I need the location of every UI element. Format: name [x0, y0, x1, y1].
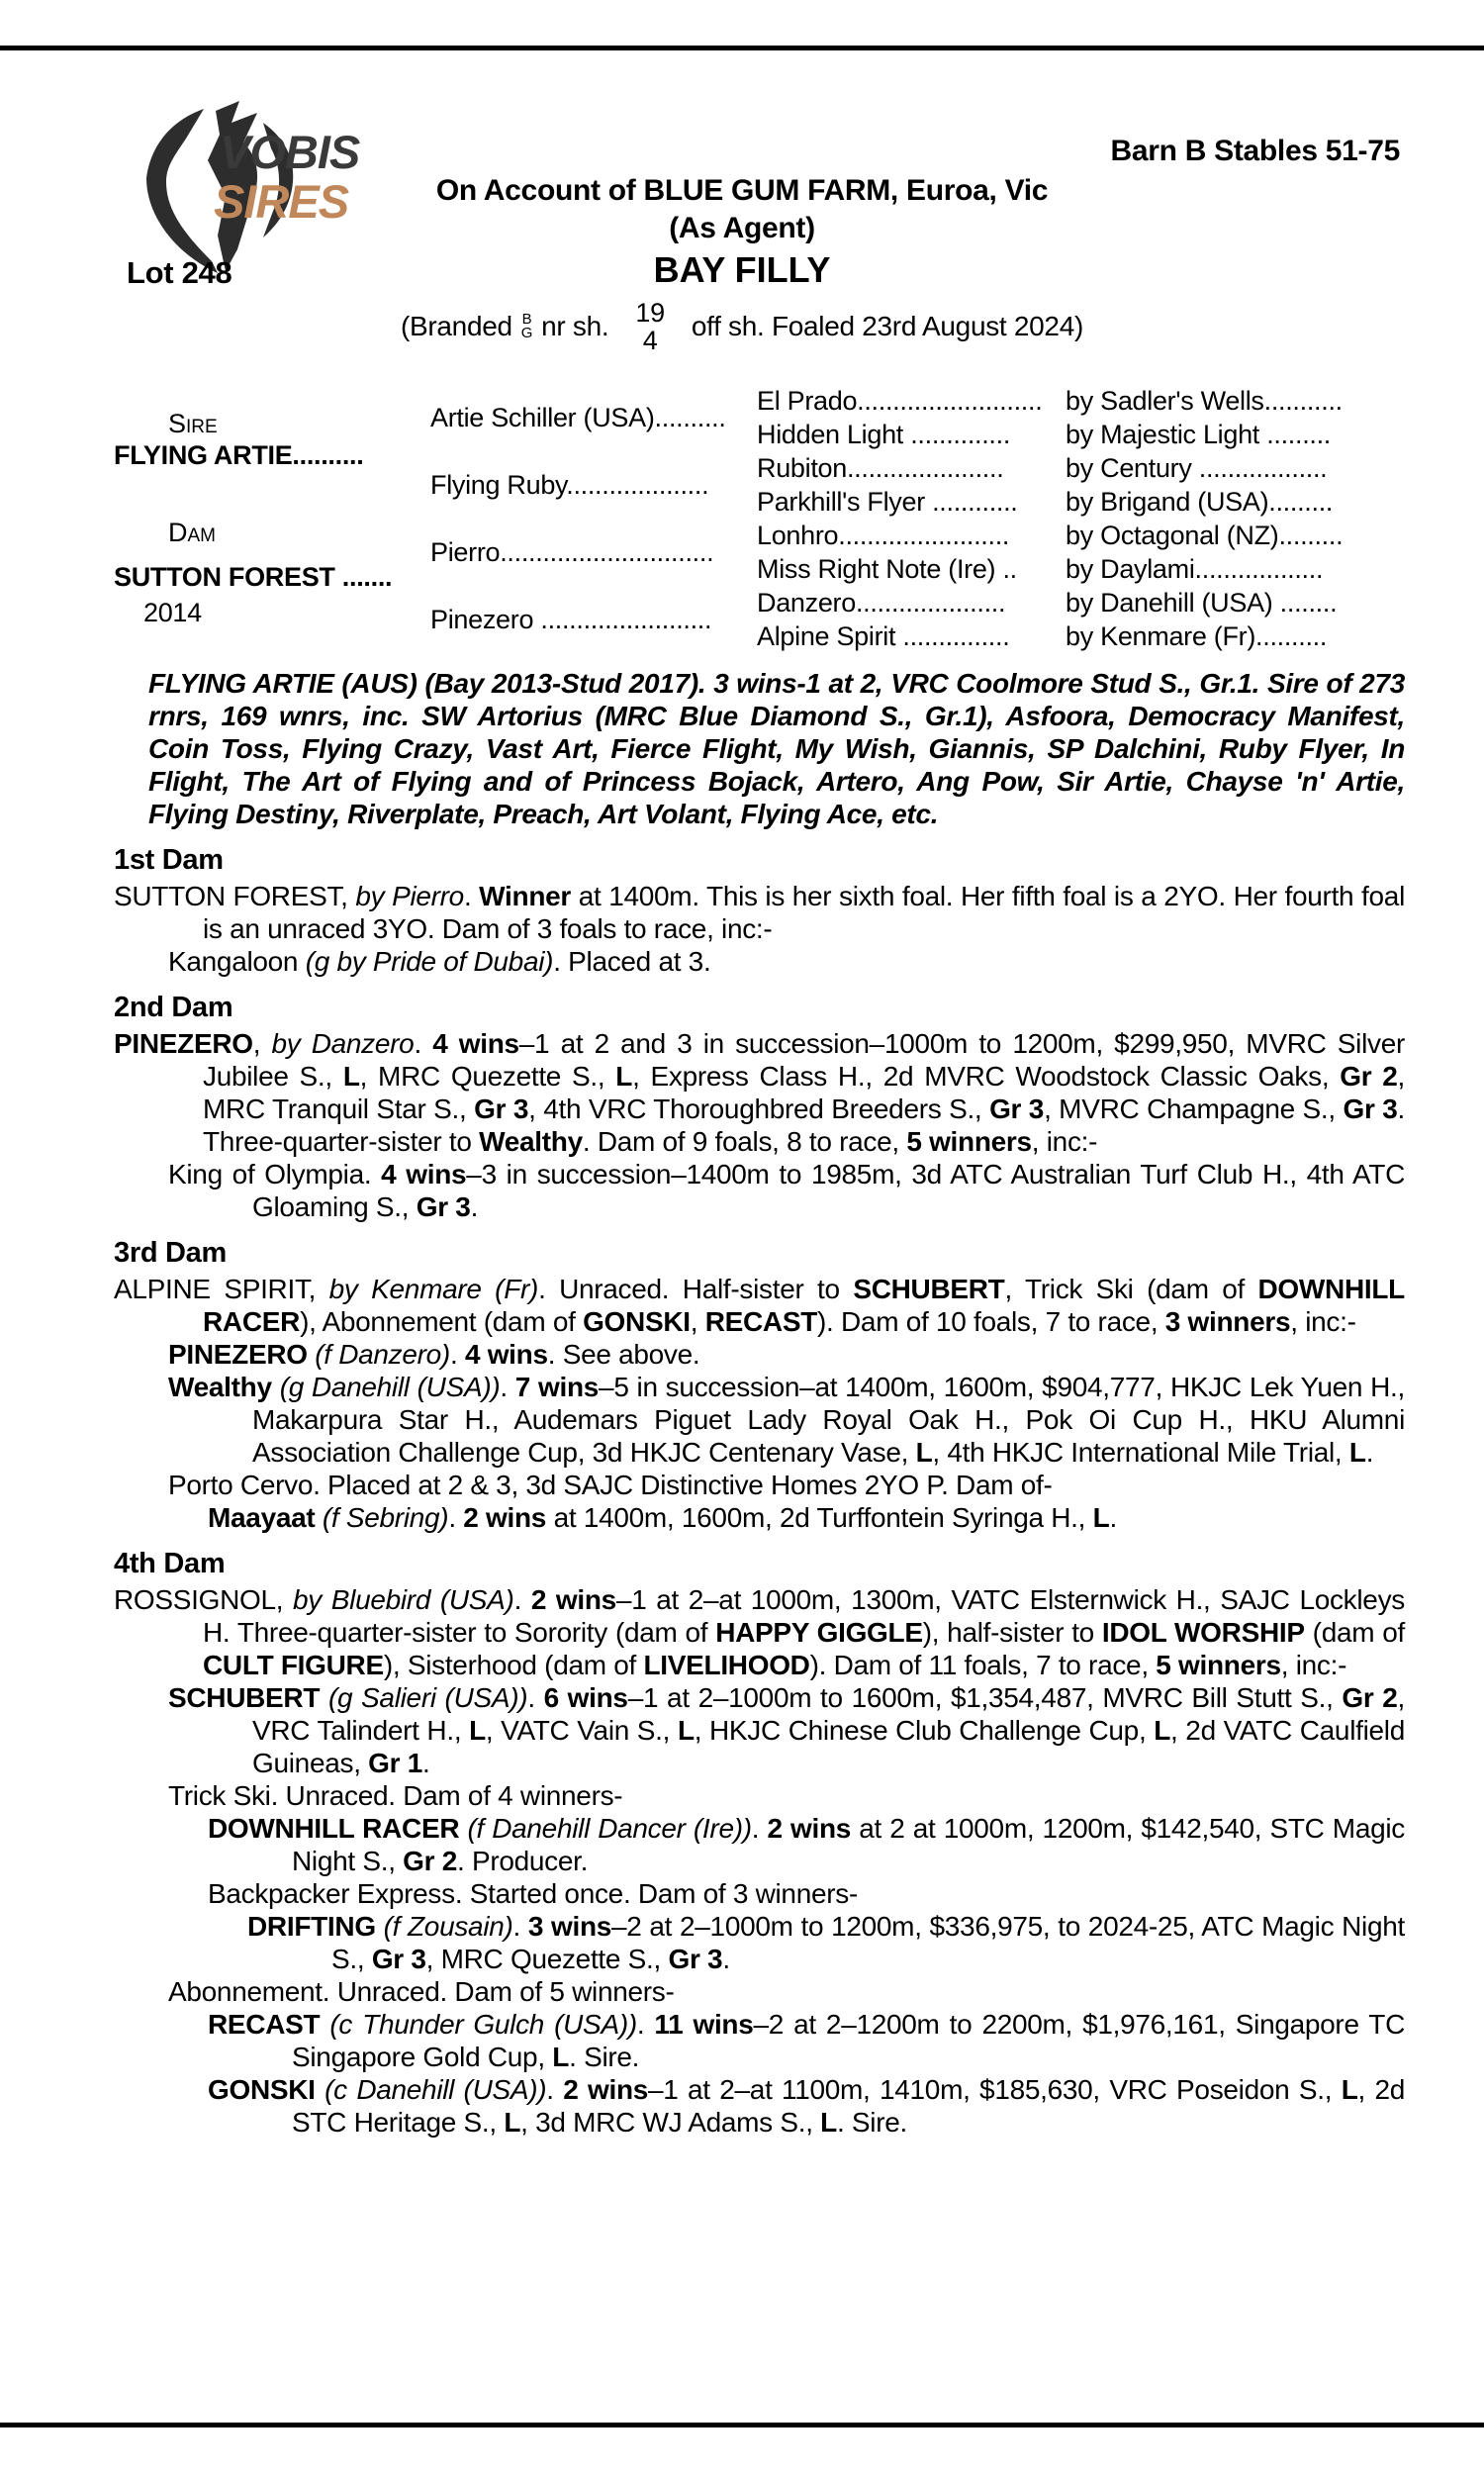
text-run: .	[512, 1911, 528, 1942]
grandparent-name: Rubiton......................	[757, 452, 1004, 483]
text-run: . Dam of 9 foals, 8 to race,	[582, 1126, 907, 1157]
text-run: , Express Class H., 2d MVRC Woodstock Classic Oaks,	[632, 1061, 1341, 1092]
grandparent-by: by Century ..................	[1066, 452, 1328, 483]
text-run: .	[636, 2009, 655, 2040]
text-run: by Danzero	[271, 1028, 415, 1059]
text-run: .	[546, 2074, 564, 2105]
text-run: DRIFTING	[247, 1911, 376, 1942]
text-run: ,	[690, 1306, 705, 1337]
text-run: SCHUBERT	[168, 1682, 321, 1713]
text-run: Kangaloon	[168, 946, 306, 977]
text-run: .	[1109, 1502, 1117, 1533]
dam-section-heading: 1st Dam	[114, 844, 224, 876]
text-run: L	[552, 2042, 570, 2072]
grandparent-by: by Octagonal (NZ).........	[1066, 520, 1344, 550]
text-run: Gr 3	[371, 1944, 426, 1974]
text-run: –2 at 2–1200m to 2200m, $1,976,161, Singapore TC Singapore Gold Cup,	[292, 2009, 1405, 2072]
text-run: .	[448, 1502, 464, 1533]
brand-foaling-line	[0, 299, 1484, 355]
text-run: –1 at 2–at 1100m, 1410m, $185,630, VRC Poseidon S.,	[648, 2074, 1342, 2105]
text-run: at 1400m. This is her sixth foal. Her fifth foal is a 2YO. Her fourth foal is an unraced 3YO. Dam of 3 foals to race, inc:-	[203, 881, 1405, 944]
text-run: Wealthy	[479, 1126, 583, 1157]
dam-year: 2014	[143, 598, 202, 627]
text-run: Gr 2	[403, 1846, 457, 1876]
pedigree-dam-of-dam: Pinezero ........................	[430, 604, 712, 634]
grandparent-by: by Majestic Light .........	[1066, 419, 1332, 449]
text-run: , inc:-	[1031, 1126, 1098, 1157]
text-run: (g by Pride of Dubai)	[305, 946, 554, 977]
pedigree-paragraph	[114, 945, 1405, 978]
grandparent-by: by Kenmare (Fr)..........	[1066, 620, 1328, 651]
text-run: ), Sisterhood (dam of	[383, 1650, 644, 1680]
text-run: –1 at 2 and 3 in succession–1000m to 1200m, $299,950, MVRC Silver Jubilee S.,	[203, 1028, 1406, 1092]
grandparent-by: by Daylami..................	[1066, 553, 1324, 584]
text-run: 4 wins	[432, 1028, 519, 1059]
text-run: by Bluebird (USA)	[293, 1584, 514, 1615]
dam-section-heading: 3rd Dam	[114, 1237, 227, 1269]
foaled-date: off sh. Foaled 23rd August 2024)	[691, 311, 1083, 342]
text-run: ). Dam of 10 foals, 7 to race,	[817, 1306, 1165, 1337]
pedigree-subject-column	[114, 384, 430, 653]
grandparent-name: Miss Right Note (Ire) ..	[757, 553, 1017, 584]
brand-number-bottom: 4	[642, 326, 658, 356]
pedigree-paragraph	[114, 1681, 1405, 1779]
text-run: ROSSIGNOL,	[114, 1584, 294, 1615]
text-run: L	[820, 2107, 837, 2138]
text-run: . Sire.	[836, 2107, 907, 2138]
grandparent-by: by Brigand (USA).........	[1066, 486, 1334, 517]
text-run: ), half-sister to	[922, 1617, 1102, 1648]
text-run: (f Sebring)	[322, 1502, 449, 1533]
text-run: . Placed at 3.	[553, 946, 711, 977]
text-run: SUTTON FOREST,	[114, 881, 356, 911]
pedigree-paragraph	[114, 1779, 1405, 1812]
pedigree-paragraph	[114, 1583, 1405, 1681]
text-run: . Three-quarter-sister to	[203, 1094, 1406, 1157]
text-run: ), Abonnement (dam of	[300, 1306, 584, 1337]
text-run: , MRC Quezette S.,	[425, 1944, 669, 1974]
dam-section-heading: 2nd Dam	[114, 992, 233, 1023]
text-run: 5 winners	[1156, 1650, 1281, 1680]
text-run: Gr 2	[1342, 1682, 1398, 1713]
text-run: (f Danehill Dancer (Ire))	[467, 1813, 752, 1844]
text-run: , VRC Talindert H.,	[252, 1682, 1405, 1746]
text-run: ,	[252, 1028, 272, 1059]
text-run: 5 winners	[906, 1126, 1032, 1157]
dam-section	[114, 1544, 1405, 2139]
dam-section	[114, 840, 1405, 978]
text-run: GONSKI	[583, 1306, 691, 1337]
text-run: GONSKI	[208, 2074, 316, 2105]
text-run: Gr 2	[1340, 1061, 1398, 1092]
text-run: by Pierro	[355, 881, 464, 911]
pedigree-dam-of-sire: Flying Ruby....................	[430, 469, 709, 500]
text-run	[320, 1682, 328, 1713]
text-run: 2 wins	[767, 1813, 852, 1844]
text-run: ). Dam of 11 foals, 7 to race,	[809, 1650, 1157, 1680]
text-run: .	[513, 1584, 531, 1615]
text-run: RECAST	[704, 1306, 818, 1337]
text-run: (c Thunder Gulch (USA))	[329, 2009, 637, 2040]
text-run: .	[722, 1944, 730, 1974]
grandparent-name: Danzero.....................	[757, 587, 1006, 618]
text-run: ALPINE SPIRIT,	[114, 1274, 329, 1304]
text-run: , MRC Quezette S.,	[359, 1061, 616, 1092]
pedigree-paragraph	[114, 1027, 1405, 1158]
dam-section	[114, 1233, 1405, 1534]
text-run: L	[342, 1061, 360, 1092]
text-run: , MVRC Champagne S.,	[1044, 1094, 1344, 1124]
grandparent-name: Lonhro........................	[757, 520, 1010, 550]
grandparent-name: El Prado..........................	[757, 385, 1043, 416]
dam-label: Dam	[168, 518, 216, 547]
text-run: L	[615, 1061, 633, 1092]
brand-mark	[521, 313, 532, 341]
text-run: , 3d MRC WJ Adams S.,	[520, 2107, 821, 2138]
text-run: . See above.	[547, 1339, 700, 1370]
dam-section-heading: 4th Dam	[114, 1548, 226, 1579]
text-run: King of Olympia.	[168, 1159, 382, 1189]
text-run	[320, 2009, 329, 2040]
text-run: .	[527, 1682, 544, 1713]
text-run: Wealthy	[168, 1372, 272, 1402]
pedigree-paragraph	[114, 1501, 1405, 1534]
text-run: 6 wins	[543, 1682, 628, 1713]
text-run: L	[915, 1437, 933, 1468]
text-run: PINEZERO	[168, 1339, 308, 1370]
brand-number	[635, 299, 664, 355]
text-run: , Trick Ski (dam of	[1004, 1274, 1258, 1304]
text-run: .	[414, 1028, 433, 1059]
horse-title: BAY FILLY	[653, 249, 831, 290]
text-run: Gr 3	[474, 1094, 529, 1124]
text-run: CULT FIGURE	[203, 1650, 384, 1680]
text-run: Gr 3	[1343, 1094, 1398, 1124]
grandparent-name: Alpine Spirit ...............	[757, 620, 1010, 651]
text-run	[272, 1372, 280, 1402]
pedigree-paragraph	[114, 1469, 1405, 1501]
bottom-divider	[0, 2423, 1484, 2427]
pedigree-paragraph	[114, 2073, 1405, 2139]
text-run: 7 wins	[514, 1372, 600, 1402]
text-run: Gr 3	[416, 1191, 471, 1222]
text-run: (g Danehill (USA))	[279, 1372, 501, 1402]
text-run: , HKJC Chinese Club Challenge Cup,	[694, 1715, 1155, 1746]
text-run	[315, 1502, 322, 1533]
text-run: –5 in succession–at 1400m, 1600m, $904,777, HKJC Lek Yuen H., Makarpura Star H., Audemars Piguet Lady Royal Oak H., Pok Oi Cup H., HKU Alumni Association Challenge Cup, 3d HKJC Centenary Vase,	[252, 1372, 1405, 1468]
text-run: Trick Ski. Unraced. Dam of 4 winners-	[168, 1780, 623, 1811]
pedigree-paragraph	[114, 1812, 1405, 1877]
pedigree-paragraph	[114, 880, 1405, 945]
text-run: Gr 1	[368, 1748, 422, 1778]
agent-line: (As Agent)	[669, 212, 815, 244]
sire-summary-paragraph	[114, 667, 1405, 830]
text-run: Maayaat	[208, 1502, 316, 1533]
text-run: L	[469, 1715, 486, 1746]
text-run: , inc:-	[1280, 1650, 1347, 1680]
dam-section	[114, 988, 1405, 1223]
pedigree-sire-of-dam: Pierro..............................	[430, 536, 714, 567]
pedigree-paragraph	[114, 1371, 1405, 1469]
text-run: 2 wins	[530, 1584, 616, 1615]
text-run: L	[677, 1715, 695, 1746]
text-run: Gr 3	[989, 1094, 1045, 1124]
text-run: 2 wins	[563, 2074, 649, 2105]
pedigree-paragraph	[114, 1877, 1405, 1910]
grandparent-name: Parkhill's Flyer ............	[757, 486, 1018, 517]
text-run: L	[1348, 1437, 1366, 1468]
text-run: LIVELIHOOD	[643, 1650, 810, 1680]
dam-sections	[114, 840, 1405, 2139]
text-run: .	[470, 1191, 479, 1222]
text-run: . Producer.	[457, 1846, 589, 1876]
text-run: 3 wins	[527, 1911, 612, 1942]
text-run: –1 at 2–1000m to 1600m, $1,354,487, MVRC Bill Stutt S.,	[627, 1682, 1343, 1713]
text-run: (g Salieri (USA))	[327, 1682, 528, 1713]
text-run: .	[463, 881, 480, 911]
grandparent-by: by Danehill (USA) ........	[1066, 587, 1338, 618]
grandparent-name: Hidden Light ..............	[757, 419, 1011, 449]
text-run: RECAST	[208, 2009, 321, 2040]
consignor-line: On Account of BLUE GUM FARM, Euroa, Vic	[435, 174, 1049, 207]
text-run: 4 wins	[464, 1339, 548, 1370]
barn-stables-label: Barn B Stables 51-75	[1110, 135, 1400, 167]
text-run: at 1400m, 1600m, 2d Turffontein Syringa H.,	[546, 1502, 1093, 1533]
pedigree-paragraph	[114, 1338, 1405, 1371]
text-run: –3 in succession–1400m to 1985m, 3d ATC Australian Turf Club H., 4th ATC Gloaming S.,	[252, 1159, 1405, 1222]
text-run: Winner	[479, 881, 572, 911]
text-run: by Kenmare (Fr)	[328, 1274, 539, 1304]
text-run: at 2 at 1000m, 1200m, $142,540, STC Magic Night S.,	[292, 1813, 1405, 1876]
logo-word-vobis: VOBIS	[220, 126, 360, 178]
text-run: (f Zousain)	[383, 1911, 513, 1942]
text-run: L	[1092, 1502, 1110, 1533]
text-run	[316, 2074, 325, 2105]
sire-label: Sire	[168, 409, 218, 438]
text-run: .	[500, 1372, 515, 1402]
text-run: 11 wins	[654, 2009, 754, 2040]
pedigree-paragraph	[114, 1158, 1405, 1223]
pedigree-paragraph	[114, 1273, 1405, 1338]
text-run: , 4th VRC Thoroughbred Breeders S.,	[528, 1094, 990, 1124]
lot-number: Lot 248	[127, 255, 232, 290]
text-run: SCHUBERT	[853, 1274, 1005, 1304]
text-run: .	[1365, 1437, 1374, 1468]
pedigree-table	[114, 384, 1405, 653]
sire-name: FLYING ARTIE..........	[114, 440, 364, 470]
pedigree-paragraph	[114, 1910, 1405, 1975]
text-run: 2 wins	[463, 1502, 547, 1533]
text-run: Backpacker Express. Started once. Dam of 3 winners-	[208, 1878, 858, 1909]
brand-mark-top: B	[521, 311, 532, 329]
pedigree-paragraph	[114, 1975, 1405, 2008]
pedigree-sire-of-sire: Artie Schiller (USA)..........	[430, 402, 726, 432]
text-run: DOWNHILL RACER	[203, 1274, 1405, 1337]
text-run: , 2d VATC Caulfield Guineas,	[252, 1715, 1405, 1778]
text-run: –2 at 2–1000m to 1200m, $336,975, to 2024-25, ATC Magic Night S.,	[331, 1911, 1405, 1974]
text-run: L	[1341, 2074, 1358, 2105]
text-run: Abonnement. Unraced. Dam of 5 winners-	[168, 1976, 675, 2007]
branded-prefix: (Branded	[400, 311, 512, 342]
brand-number-top: 19	[635, 298, 665, 328]
text-run: IDOL WORSHIP	[1101, 1617, 1305, 1648]
text-run: L	[1154, 1715, 1171, 1746]
text-run: HAPPY GIGGLE	[715, 1617, 923, 1648]
text-run: , MRC Tranquil Star S.,	[203, 1061, 1405, 1124]
pedigree-paragraph	[114, 2008, 1405, 2073]
text-run: . Unraced. Half-sister to	[538, 1274, 854, 1304]
text-run: . Sire.	[569, 2042, 640, 2072]
text-run: , inc:-	[1290, 1306, 1356, 1337]
text-run: , VATC Vain S.,	[485, 1715, 678, 1746]
near-shoulder-label: nr sh.	[541, 311, 609, 342]
text-run: FLYING ARTIE (AUS) (Bay 2013-Stud 2017). 3 wins-1 at 2, VRC Coolmore Stud S., Gr.1. Sire of 273 rnrs, 169 wnrs, inc. SW Artorius (MRC Blue Diamond S., Gr.1), Asfoora, Democracy Manifest, Coin Toss, Flying Crazy, Vast Art, Fierce Flight, My Wish, Giannis, SP Dalchini, Ruby Flyer, In Flight, The Art of Flying and of Princess Bojack, Artero, Ang Pow, Sir Artie, Chayse 'n' Artie, Flying Destiny, Riverplate, Preach, Art Volant, Flying Ace, etc.	[148, 668, 1405, 829]
text-run: Gr 3	[668, 1944, 723, 1974]
grandparent-by: by Sadler's Wells...........	[1066, 385, 1343, 416]
page-header	[0, 0, 1484, 659]
logo-word-sires: SIRES	[214, 175, 349, 228]
text-run: .	[449, 1339, 465, 1370]
text-run: PINEZERO	[114, 1028, 253, 1059]
text-run: (f Danzero)	[315, 1339, 450, 1370]
text-run: 3 winners	[1164, 1306, 1291, 1337]
text-run: Porto Cervo. Placed at 2 & 3, 3d SAJC Distinctive Homes 2YO P. Dam of-	[168, 1470, 1053, 1500]
dam-name: SUTTON FOREST .......	[114, 562, 393, 592]
text-run	[376, 1911, 384, 1942]
text-run: , 2d STC Heritage S.,	[292, 2074, 1405, 2138]
brand-mark-bottom: G	[520, 325, 533, 342]
text-run: L	[504, 2107, 521, 2138]
pedigree-body	[114, 667, 1405, 2139]
text-run: .	[421, 1748, 430, 1778]
text-run: DOWNHILL RACER	[208, 1813, 460, 1844]
text-run: .	[751, 1813, 768, 1844]
text-run: 4 wins	[381, 1159, 467, 1189]
text-run: –1 at 2–at 1000m, 1300m, VATC Elsternwick H., SAJC Lockleys H. Three-quarter-sister to Sorority (dam of	[203, 1584, 1405, 1648]
text-run: , 4th HKJC International Mile Trial,	[932, 1437, 1349, 1468]
text-run: (c Danehill (USA))	[325, 2074, 547, 2105]
text-run: (dam of	[1304, 1617, 1405, 1648]
